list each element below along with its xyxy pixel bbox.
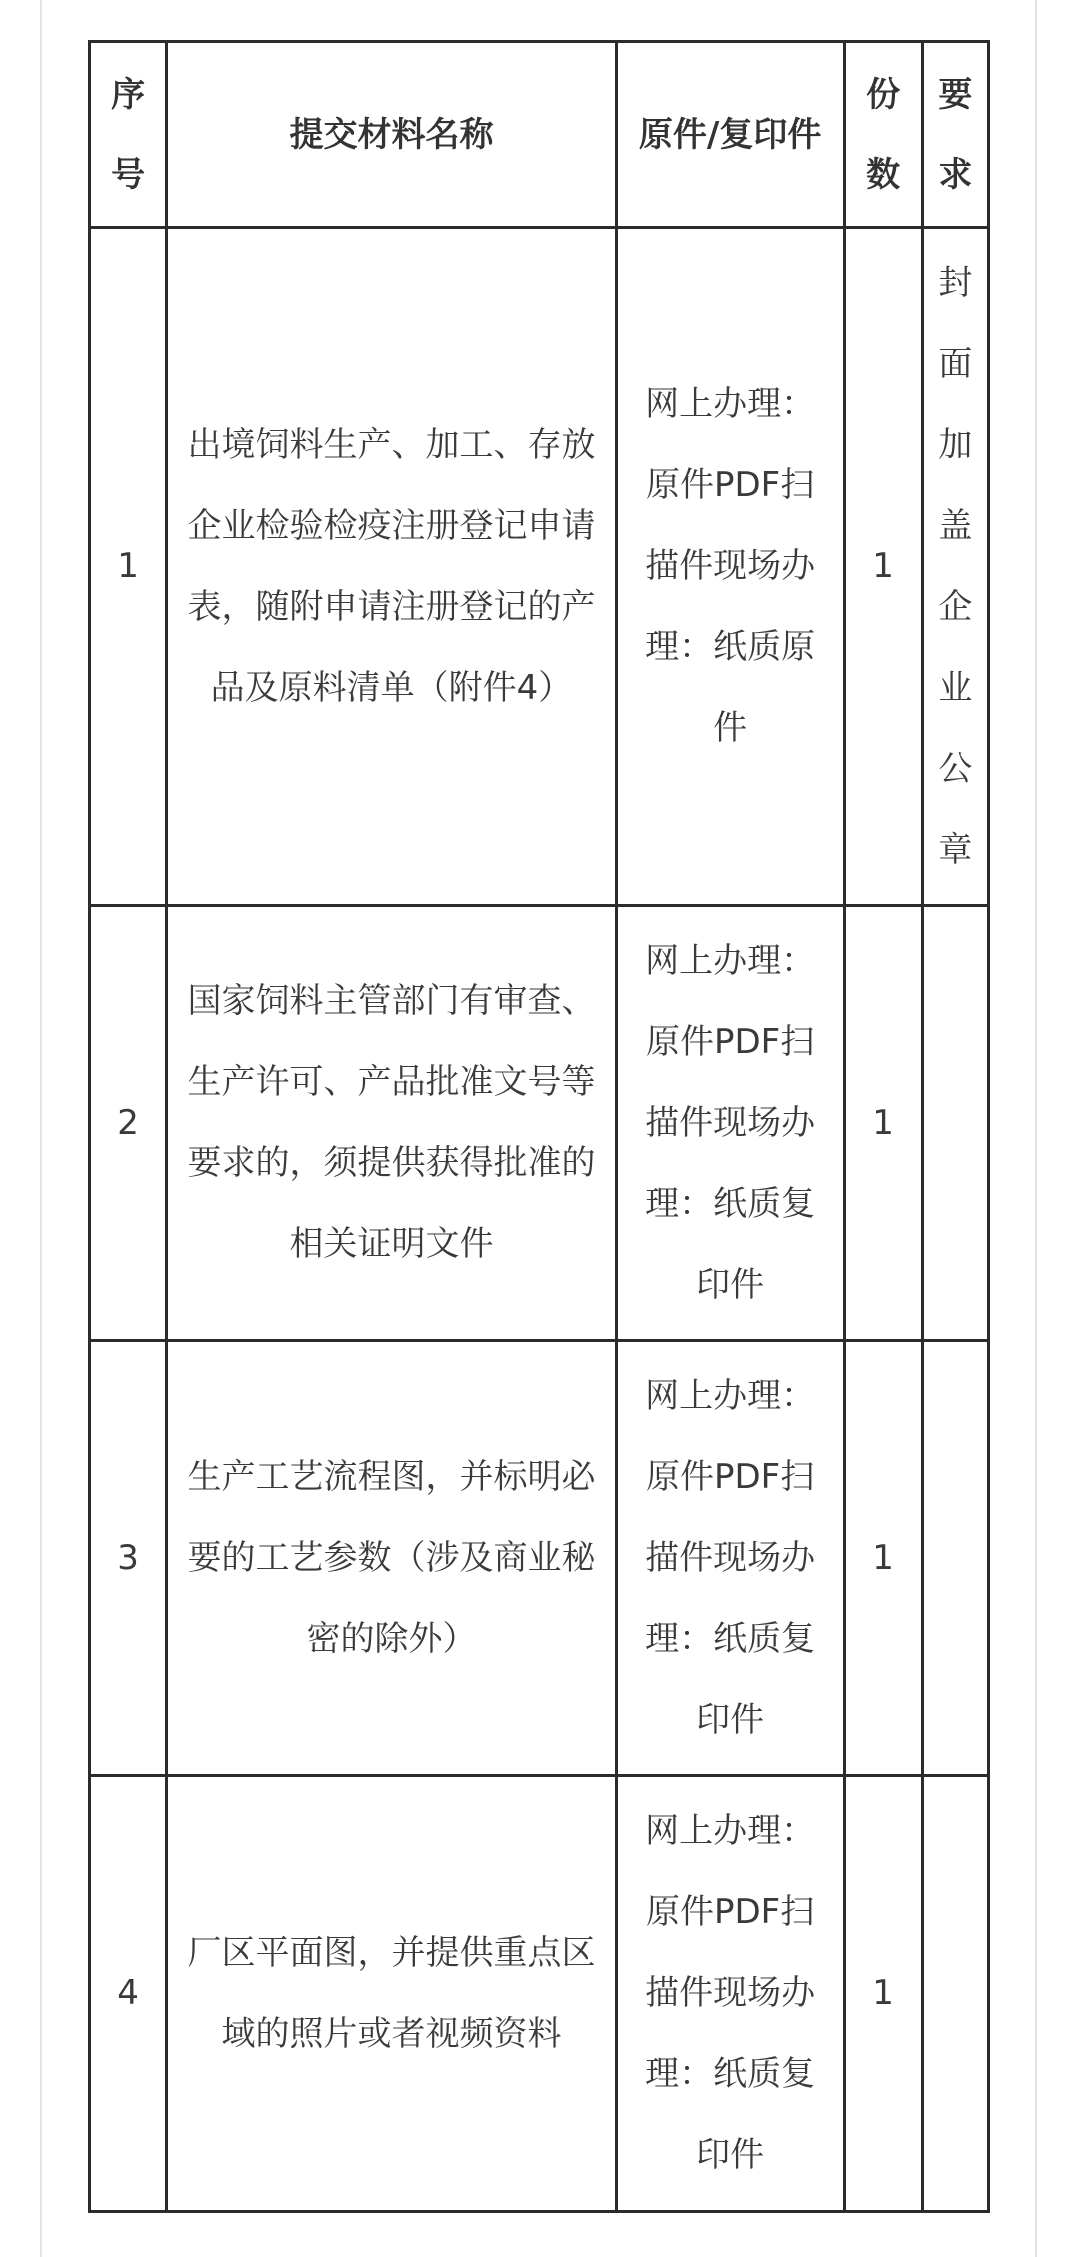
cell-requirement — [922, 1776, 988, 2212]
cell-requirement — [922, 906, 988, 1341]
cell-name: 厂区平面图，并提供重点区域的照片或者视频资料 — [167, 1776, 617, 2212]
table-row — [90, 228, 989, 906]
cell-seq: 2 — [90, 906, 167, 1341]
table-header-row — [90, 42, 989, 228]
cell-requirement: 封面加盖企业公章 — [922, 228, 988, 906]
header-count: 份数 — [844, 42, 922, 228]
header-requirement: 要求 — [922, 42, 988, 228]
cell-type: 网上办理：原件PDF扫描件现场办理：纸质复印件 — [616, 906, 844, 1341]
cell-seq: 4 — [90, 1776, 167, 2212]
materials-table — [88, 40, 990, 2213]
cell-count: 1 — [844, 228, 922, 906]
cell-type: 网上办理：原件PDF扫描件现场办理：纸质原件 — [616, 228, 844, 906]
cell-seq: 3 — [90, 1341, 167, 1776]
cell-name: 国家饲料主管部门有审查、生产许可、产品批准文号等要求的，须提供获得批准的相关证明文件 — [167, 906, 617, 1341]
table-row — [90, 1776, 989, 2212]
table-row — [90, 1341, 989, 1776]
cell-count: 1 — [844, 906, 922, 1341]
cell-name: 出境饲料生产、加工、存放企业检验检疫注册登记申请表，随附申请注册登记的产品及原料清单（附件4） — [167, 228, 617, 906]
cell-count: 1 — [844, 1341, 922, 1776]
cell-count: 1 — [844, 1776, 922, 2212]
cell-requirement — [922, 1341, 988, 1776]
cell-seq: 1 — [90, 228, 167, 906]
header-name: 提交材料名称 — [167, 42, 617, 228]
cell-type: 网上办理：原件PDF扫描件现场办理：纸质复印件 — [616, 1776, 844, 2212]
cell-name: 生产工艺流程图，并标明必要的工艺参数（涉及商业秘密的除外） — [167, 1341, 617, 1776]
header-type: 原件/复印件 — [616, 42, 844, 228]
cell-type: 网上办理：原件PDF扫描件现场办理：纸质复印件 — [616, 1341, 844, 1776]
header-seq: 序号 — [90, 42, 167, 228]
table-row — [90, 906, 989, 1341]
